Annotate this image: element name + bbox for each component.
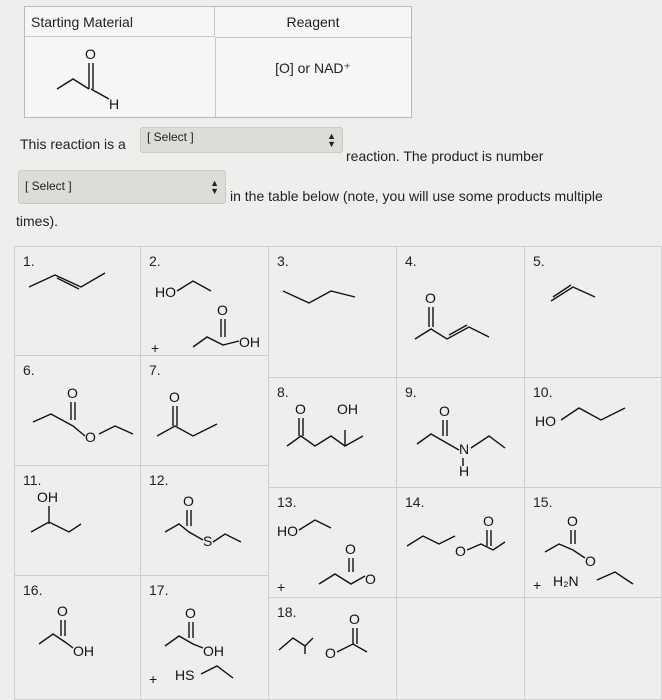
svg-text:HO: HO bbox=[277, 523, 298, 539]
svg-text:OH: OH bbox=[337, 401, 358, 417]
reaction-table bbox=[24, 6, 412, 118]
product-4-molecule bbox=[397, 247, 525, 379]
product-cell-18 bbox=[269, 598, 397, 700]
svg-text:OH: OH bbox=[203, 643, 224, 659]
product-cell-2 bbox=[141, 246, 269, 356]
product-17-molecule bbox=[141, 576, 269, 700]
svg-text:O: O bbox=[483, 513, 494, 529]
product-8-molecule bbox=[269, 378, 397, 488]
question-text-b: reaction. The product is number bbox=[346, 148, 544, 164]
svg-text:O: O bbox=[57, 603, 68, 619]
product-number: 11. bbox=[23, 472, 42, 488]
svg-text:HS: HS bbox=[175, 667, 195, 683]
product-number: 14. bbox=[405, 494, 425, 510]
product-number: 17. bbox=[149, 582, 169, 598]
svg-text:H₂N: H₂N bbox=[553, 573, 579, 589]
product-cell-7 bbox=[141, 356, 269, 466]
product-number: 15. bbox=[533, 494, 553, 510]
product-cell-9 bbox=[397, 378, 525, 488]
reagent-header: Reagent bbox=[215, 7, 411, 38]
product-number-select-value: [ Select ] bbox=[25, 179, 72, 193]
start-h-label: H bbox=[109, 96, 120, 112]
product-number: 18. bbox=[277, 604, 297, 620]
svg-text:O: O bbox=[217, 302, 228, 318]
product-cell-3 bbox=[269, 246, 397, 378]
svg-text:N: N bbox=[459, 441, 470, 457]
product-number: 2. bbox=[149, 253, 161, 269]
product-cell-4 bbox=[397, 246, 525, 378]
svg-text:O: O bbox=[585, 553, 596, 569]
product-10-molecule bbox=[525, 378, 662, 488]
question-text-d: times). bbox=[16, 213, 58, 229]
product-number: 10. bbox=[533, 384, 553, 400]
product-number: 8. bbox=[277, 384, 289, 400]
product-number: 6. bbox=[23, 362, 35, 378]
svg-text:O: O bbox=[295, 401, 306, 417]
svg-text:+: + bbox=[149, 671, 158, 687]
product-cell-16 bbox=[14, 576, 141, 700]
product-number: 16. bbox=[23, 582, 43, 598]
reagent-value: [O] or NAD⁺ bbox=[275, 60, 351, 76]
products-grid bbox=[14, 246, 662, 700]
product-cell-17 bbox=[141, 576, 269, 700]
product-14-molecule bbox=[397, 488, 525, 598]
svg-text:O: O bbox=[455, 543, 466, 559]
chevron-updown-icon: ▲ ▼ bbox=[210, 178, 219, 196]
svg-text:H: H bbox=[459, 463, 470, 479]
svg-text:HO: HO bbox=[155, 284, 176, 300]
product-3-molecule bbox=[269, 247, 397, 357]
product-number: 12. bbox=[149, 472, 169, 488]
product-number-select[interactable] bbox=[18, 170, 226, 204]
svg-text:+: + bbox=[151, 340, 160, 356]
product-9-molecule bbox=[397, 378, 525, 488]
svg-text:O: O bbox=[85, 429, 96, 445]
product-7-molecule bbox=[141, 356, 269, 466]
start-o-label: O bbox=[85, 46, 96, 62]
empty-cell bbox=[397, 598, 525, 700]
product-number: 4. bbox=[405, 253, 417, 269]
chevron-updown-icon: ▲ ▼ bbox=[327, 131, 336, 149]
product-number: 13. bbox=[277, 494, 297, 510]
reaction-type-select[interactable] bbox=[140, 127, 343, 153]
svg-text:+: + bbox=[533, 577, 542, 593]
product-cell-6 bbox=[14, 356, 141, 466]
empty-cell bbox=[525, 598, 662, 700]
product-18-molecule bbox=[269, 598, 397, 700]
product-13-molecule bbox=[269, 488, 397, 598]
product-cell-8 bbox=[269, 378, 397, 488]
svg-text:O: O bbox=[169, 389, 180, 405]
product-5-molecule bbox=[525, 247, 662, 357]
svg-text:O: O bbox=[67, 385, 78, 401]
product-number: 7. bbox=[149, 362, 161, 378]
svg-text:O: O bbox=[365, 571, 376, 587]
svg-text:O: O bbox=[425, 290, 436, 306]
product-12-molecule bbox=[141, 466, 269, 576]
product-number: 5. bbox=[533, 253, 545, 269]
product-cell-15 bbox=[525, 488, 662, 598]
svg-text:OH: OH bbox=[37, 489, 58, 505]
product-15-molecule bbox=[525, 488, 662, 598]
svg-text:O: O bbox=[185, 605, 196, 621]
product-cell-5 bbox=[525, 246, 662, 378]
starting-material-header: Starting Material bbox=[25, 7, 215, 37]
propanal-molecule bbox=[25, 37, 215, 117]
svg-text:O: O bbox=[345, 541, 356, 557]
svg-text:HO: HO bbox=[535, 413, 556, 429]
product-2-molecule bbox=[141, 247, 269, 357]
product-cell-14 bbox=[397, 488, 525, 598]
svg-text:O: O bbox=[567, 513, 578, 529]
reaction-type-select-value: [ Select ] bbox=[147, 130, 194, 144]
svg-text:O: O bbox=[325, 645, 336, 661]
svg-text:+: + bbox=[277, 579, 286, 595]
product-cell-12 bbox=[141, 466, 269, 576]
starting-material-structure bbox=[25, 37, 216, 117]
product-number: 9. bbox=[405, 384, 417, 400]
svg-text:O: O bbox=[349, 611, 360, 627]
product-cell-11 bbox=[14, 466, 141, 576]
product-1-molecule bbox=[15, 247, 142, 357]
question-text-c: in the table below (note, you will use some products multiple bbox=[230, 188, 603, 204]
svg-text:S: S bbox=[203, 533, 213, 549]
product-16-molecule bbox=[15, 576, 142, 700]
product-cell-10 bbox=[525, 378, 662, 488]
svg-text:OH: OH bbox=[239, 334, 260, 350]
product-6-molecule bbox=[15, 356, 142, 466]
product-cell-13 bbox=[269, 488, 397, 598]
question-text-a: This reaction is a bbox=[20, 136, 126, 152]
product-11-molecule bbox=[15, 466, 142, 576]
svg-text:OH: OH bbox=[73, 643, 94, 659]
product-number: 3. bbox=[277, 253, 289, 269]
svg-text:O: O bbox=[183, 493, 194, 509]
svg-text:O: O bbox=[439, 403, 450, 419]
product-cell-1 bbox=[14, 246, 141, 356]
product-number: 1. bbox=[23, 253, 35, 269]
